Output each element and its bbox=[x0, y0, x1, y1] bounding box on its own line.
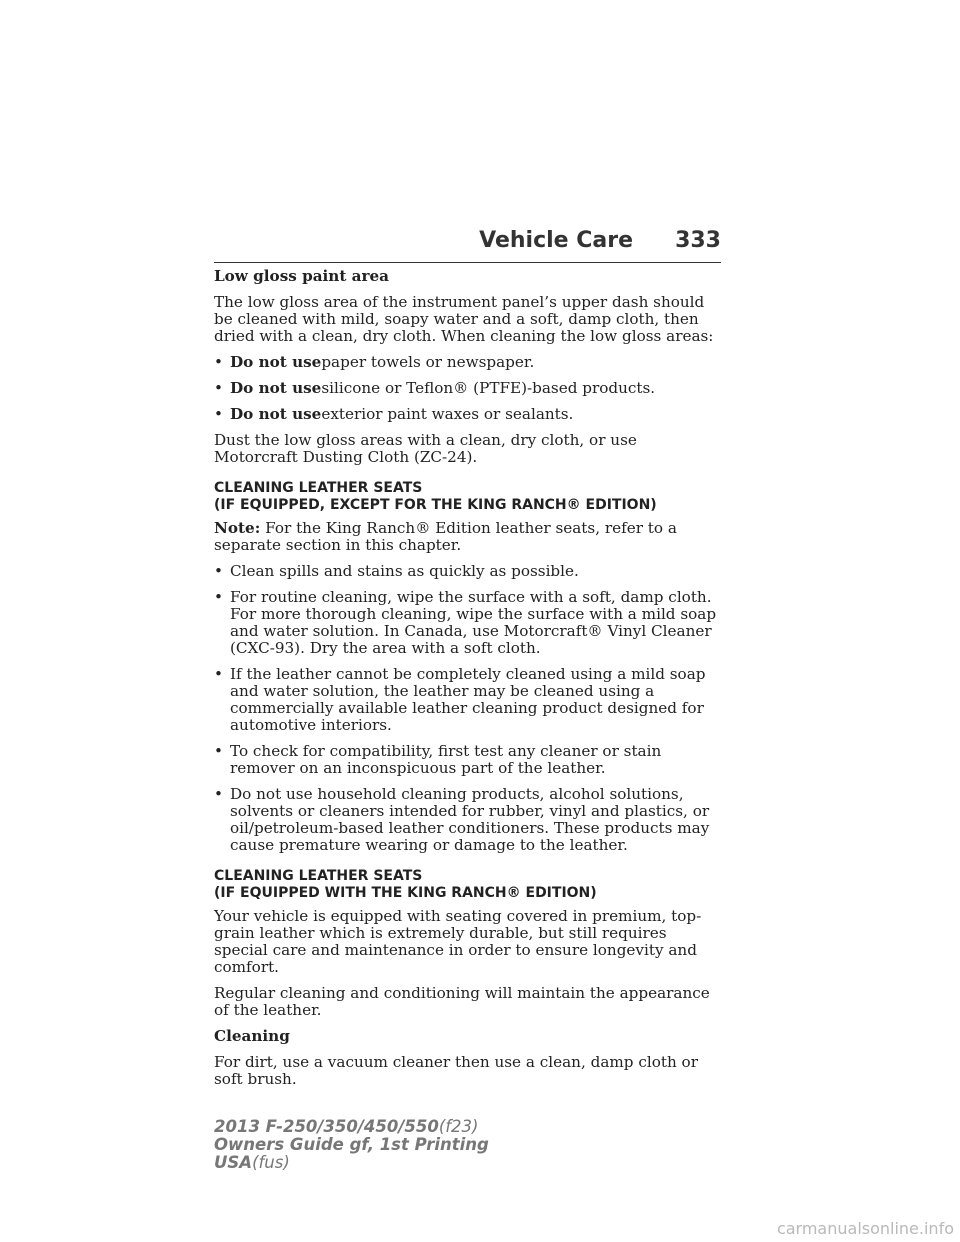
list-item: • Do not usepaper towels or newspaper. bbox=[214, 353, 535, 371]
leather-king-p1: Your vehicle is equipped with seating covered in premium, top-grain leather which is extremely durable, but still requires special care and maintenance in order to ensure longevity and comfort. bbox=[214, 907, 702, 976]
low-gloss-title: Low gloss paint area bbox=[214, 267, 389, 285]
watermark: carmanualsonline.info bbox=[776, 1219, 954, 1238]
page-number: 333 bbox=[675, 228, 721, 253]
list-item: • Do not usesilicone or Teflon® (PTFE)-based products. bbox=[214, 379, 656, 397]
leather-except-list bbox=[214, 563, 721, 854]
leather-king-heading: CLEANING LEATHER SEATS (IF EQUIPPED WITH THE KING RANCH® EDITION) bbox=[214, 868, 597, 901]
list-item: • To check for compatibility, first test any cleaner or stain remover on an inconspicuous part of the leather. bbox=[214, 742, 662, 777]
leather-king-p2: Regular cleaning and conditioning will maintain the appearance of the leather. bbox=[214, 984, 710, 1019]
running-header bbox=[214, 228, 721, 263]
low-gloss-dust: Dust the low gloss areas with a clean, dry cloth, or use Motorcraft Dusting Cloth (ZC-24). bbox=[214, 431, 637, 466]
section-title: Vehicle Care bbox=[479, 228, 633, 253]
list-item: • For routine cleaning, wipe the surface with a soft, damp cloth. For more thorough cleaning, wipe the surface with a mild soap and water solution. In Canada, use Motorcraft® Vinyl Cleaner (CXC-93). Dry the area with a soft cloth. bbox=[214, 588, 717, 657]
list-item: • If the leather cannot be completely cleaned using a mild soap and water solution, the leather may be cleaned using a commercially available leather cleaning product designed for automotive interiors. bbox=[214, 665, 706, 734]
leather-except-heading: CLEANING LEATHER SEATS (IF EQUIPPED, EXCEPT FOR THE KING RANCH® EDITION) bbox=[214, 480, 657, 513]
low-gloss-intro: The low gloss area of the instrument panel’s upper dash should be cleaned with mild, soapy water and a soft, damp cloth, then dried with a clean, dry cloth. When cleaning the low gloss areas: bbox=[214, 293, 714, 345]
low-gloss-list bbox=[214, 354, 721, 423]
list-item: • Clean spills and stains as quickly as possible. bbox=[214, 562, 579, 580]
cleaning-subheading: Cleaning bbox=[214, 1027, 290, 1045]
print-footer: 2013 F-250/350/450/550(f23) Owners Guide gf, 1st Printing USA(fus) bbox=[214, 1117, 489, 1172]
leather-king-p3: For dirt, use a vacuum cleaner then use a clean, damp cloth or soft brush. bbox=[214, 1053, 698, 1088]
page-body bbox=[214, 268, 721, 1097]
list-item: • Do not useexterior paint waxes or sealants. bbox=[214, 405, 574, 423]
note: Note: For the King Ranch® Edition leather seats, refer to a separate section in this chapter. bbox=[214, 519, 677, 554]
list-item: • Do not use household cleaning products, alcohol solutions, solvents or cleaners intended for rubber, vinyl and plastics, or oil/petroleum-based leather conditioners. These products may cause premature wearing or damage to the leather. bbox=[214, 785, 710, 854]
